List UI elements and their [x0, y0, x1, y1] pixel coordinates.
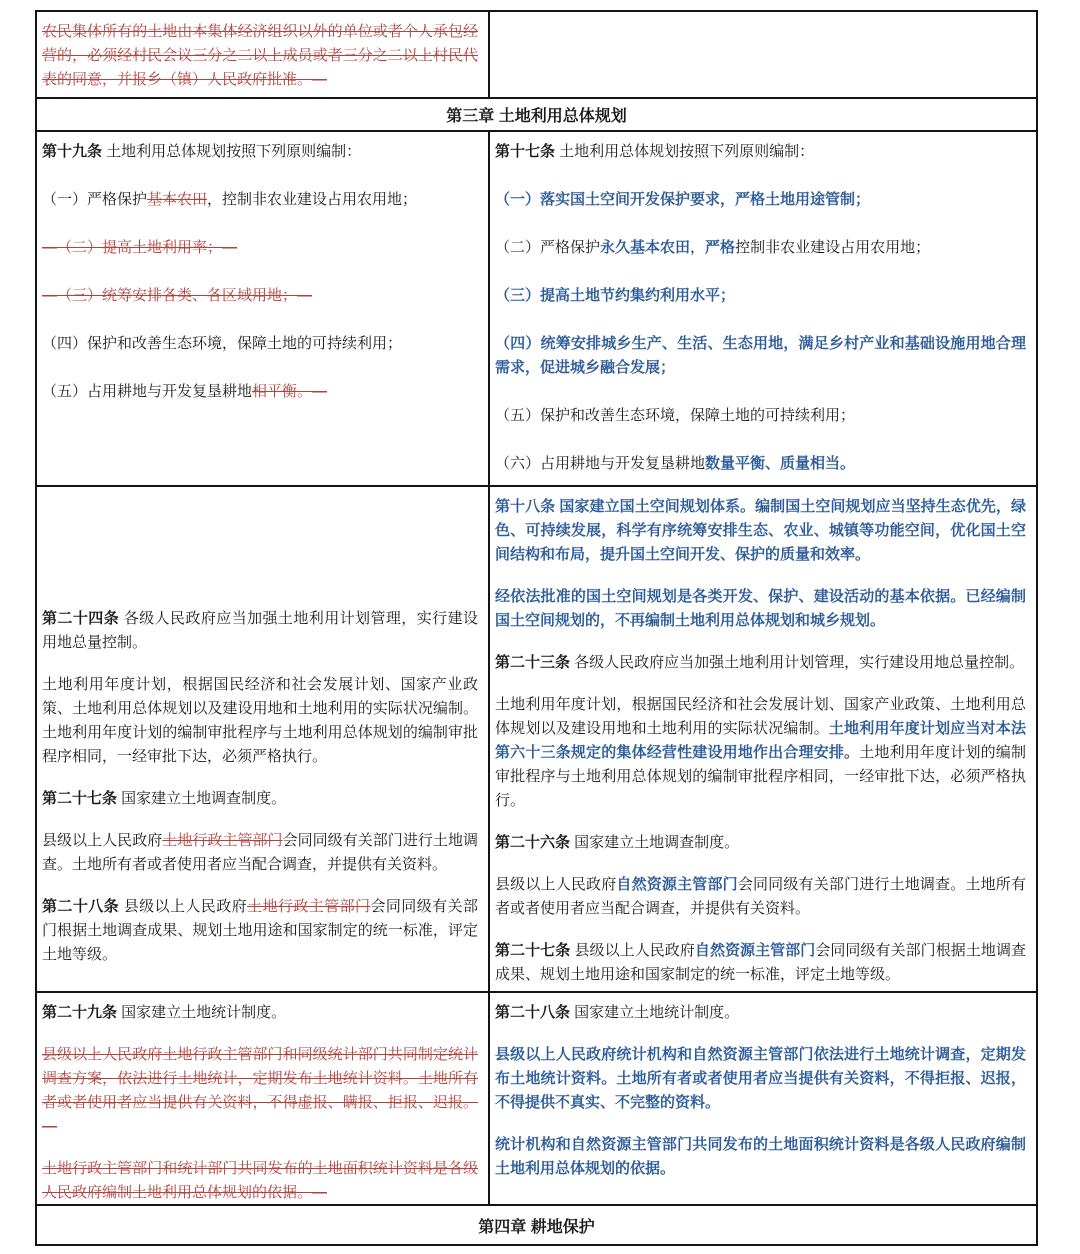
text-segment: 国家建立土地调查制度。: [574, 834, 740, 851]
text-segment: （四）保护和改善生态环境，保障土地的可持续利用；: [42, 335, 403, 352]
text-segment: ，控制非农业建设占用农用地；: [207, 191, 418, 208]
chapter-3-title: 第三章 土地利用总体规划: [446, 108, 627, 125]
table-row-plan-survey: [37, 485, 1036, 991]
text-segment: 土地利用总体规划按照下列原则编制：: [559, 143, 815, 160]
paragraph: [495, 332, 1026, 380]
table-row-principles: [37, 130, 1036, 485]
inserted-text: 第十八条 国家建立国土空间规划体系。编制国土空间规划应当坚持生态优先，绿色、可持续发展，科学有序统筹安排生态、农业、城镇等功能空间，优化国土空间结构和布局，提升国土空间开发、保护的质量和效率。: [495, 498, 1026, 563]
paragraph: [495, 939, 1026, 987]
article-number: 第二十三条: [495, 654, 575, 671]
text-segment: （五）占用耕地与开发复垦耕地: [42, 383, 253, 400]
text-segment: （二）严格保护: [495, 239, 601, 256]
inserted-text: 经依法批准的国土空间规划是各类开发、保护、建设活动的基本依据。已经编制国土空间规划的，不再编制土地利用总体规划和城乡规划。: [495, 588, 1026, 629]
paragraph: [495, 140, 1026, 164]
deleted-text: 土地行政主管部门: [247, 898, 371, 915]
article-number: 第二十八条: [495, 1004, 575, 1021]
text-segment: 县级以上人民政府: [42, 832, 163, 849]
inserted-text: （三）提高土地节约集约利用水平；: [495, 287, 736, 304]
inserted-text: 永久基本农田: [600, 239, 691, 256]
paragraph: [495, 1043, 1026, 1115]
article-number: 第二十六条: [495, 834, 575, 851]
paragraph: [42, 787, 478, 811]
paragraph: [42, 1157, 478, 1204]
deleted-text: 农民集体所有的土地由本集体经济组织以外的单位或者个人承包经营的，必须经村民会议三分之二以上成员或者三分之二以上村民代表的同意，并报乡（镇）人民政府批准。—: [42, 23, 478, 88]
paragraph: [495, 236, 1026, 260]
inserted-text: 土地利用年度计划应当对本法第六十三条规定的集体经营性建设用地作出合理安排。: [495, 720, 1026, 761]
text-segment: 国家建立土地统计制度。: [574, 1004, 740, 1021]
article-number: 第二十七条: [42, 790, 122, 807]
paragraph: [42, 1001, 478, 1025]
new-text-cell: [490, 132, 1036, 485]
deleted-text: 基本农田: [147, 191, 208, 208]
article-number: 第十九条: [42, 143, 107, 160]
text-segment: 国家建立土地统计制度。: [121, 1004, 287, 1021]
text-segment: 各级人民政府应当加强土地利用计划管理，实行建设用地总量控制。: [574, 654, 1025, 671]
deleted-text: 县级以上人民政府土地行政主管部门和同级统计部门共同制定统计调查方案，依法进行土地统计，定期发布土地统计资料。土地所有者或者使用者应当提供有关资料，不得虚报、瞒报、拒报、迟报。—: [42, 1046, 478, 1135]
deleted-text: 土地行政主管部门和统计部门共同发布的土地面积统计资料是各级人民政府编制土地利用总体规划的依据。—: [42, 1160, 478, 1201]
paragraph: [42, 673, 478, 769]
paragraph: [495, 404, 1026, 428]
paragraph: [42, 188, 478, 212]
chapter-3-header-row: [37, 97, 1036, 130]
text-segment: 县级以上人民政府: [574, 942, 695, 959]
paragraph: [495, 585, 1026, 633]
new-text-cell: [490, 12, 1036, 97]
paragraph: [42, 236, 478, 260]
new-text-cell: [490, 487, 1036, 991]
inserted-text: （一）落实国土空间开发保护要求，严格土地用途管制；: [495, 191, 871, 208]
paragraph: [42, 332, 478, 356]
inserted-text: 自然资源主管部门: [616, 876, 738, 893]
text-segment: 县级以上人民政府: [495, 876, 617, 893]
deleted-text: —（二）提高土地利用率；—: [42, 239, 238, 256]
deleted-text: 土地行政主管部门: [162, 832, 283, 849]
text-segment: 会同同级有关部门根据土地调查成果、规划土地用途和国家制定的统一标准，评定土地等级。: [495, 942, 1026, 983]
paragraph: [495, 693, 1026, 813]
old-text-cell: [37, 12, 490, 97]
inserted-text: 自然资源主管部门: [694, 942, 816, 959]
paragraph: [495, 1001, 1026, 1025]
article-number: 第二十四条: [42, 610, 124, 627]
inserted-text: 数量平衡、质量相当。: [705, 455, 856, 472]
text-segment: 县级以上人民政府: [123, 898, 248, 915]
text-segment: 会同同级有关部门进行土地调查。土地所有者或者使用者应当配合调查，并提供有关资料。: [42, 832, 478, 873]
text-segment: 各级人民政府应当加强土地利用计划管理，实行建设用地总量控制。: [42, 610, 478, 651]
text-segment: ，: [690, 239, 706, 256]
old-text-cell: [37, 132, 490, 485]
article-number: 第十七条: [495, 143, 560, 160]
paragraph: [42, 829, 478, 877]
text-segment: 控制非农业建设占用农用地；: [735, 239, 931, 256]
text-segment: （一）严格保护: [42, 191, 148, 208]
text-segment: 会同同级有关部门进行土地调查。土地所有者或者使用者应当配合调查，并提供有关资料。: [495, 876, 1026, 917]
paragraph: [42, 895, 478, 967]
paragraph: [42, 284, 478, 308]
text-segment: 会同同级有关部门根据土地调查成果、规划土地用途和国家制定的统一标准，评定土地等级。: [42, 898, 478, 963]
paragraph: [42, 1043, 478, 1139]
chapter-4-header-row: [37, 1204, 1036, 1244]
chapter-4-title: 第四章 耕地保护: [478, 1218, 595, 1236]
paragraph: [495, 831, 1026, 855]
deleted-text: 相平衡。—: [252, 383, 328, 400]
new-text-cell: [490, 993, 1036, 1204]
paragraph: [495, 1133, 1026, 1181]
deleted-text: —（三）统筹安排各类、各区域用地；—: [42, 287, 313, 304]
comparison-table: [35, 10, 1038, 1246]
article-number: 第二十八条: [42, 898, 124, 915]
table-row-contracting: [37, 12, 1036, 97]
inserted-text: 严格: [705, 239, 736, 256]
text-segment: 土地利用总体规划按照下列原则编制：: [106, 143, 362, 160]
text-segment: （五）保护和改善生态环境，保障土地的可持续利用；: [495, 407, 856, 424]
inserted-text: 统计机构和自然资源主管部门共同发布的土地面积统计资料是各级人民政府编制土地利用总体规划的依据。: [495, 1136, 1026, 1177]
inserted-text: 县级以上人民政府统计机构和自然资源主管部门依法进行土地统计调查，定期发布土地统计资料。土地所有者或者使用者应当提供有关资料，不得拒报、迟报，不得提供不真实、不完整的资料。: [495, 1046, 1026, 1111]
text-segment: 土地利用年度计划，根据国民经济和社会发展计划、国家产业政策、土地利用总体规划以及建设用地和土地利用的实际状况编制。: [495, 696, 1026, 737]
text-segment: （六）占用耕地与开发复垦耕地: [495, 455, 706, 472]
text-segment: 土地利用年度计划的编制审批程序与土地利用总体规划的编制审批程序相同，一经审批下达，必须严格执行。: [495, 744, 1026, 809]
paragraph: [495, 284, 1026, 308]
paragraph: [495, 188, 1026, 212]
old-text-cell: [37, 487, 490, 991]
paragraph: [42, 380, 478, 404]
paragraph: [495, 452, 1026, 476]
paragraph: [495, 651, 1026, 675]
paragraph: [495, 873, 1026, 921]
paragraph: [42, 20, 478, 92]
paragraph: [495, 495, 1026, 567]
text-segment: 国家建立土地调查制度。: [121, 790, 287, 807]
article-number: 第二十七条: [495, 942, 575, 959]
old-text-cell: [37, 993, 490, 1204]
text-segment: 土地利用年度计划，根据国民经济和社会发展计划、国家产业政策、土地利用总体规划以及建设用地和土地利用的实际状况编制。土地利用年度计划的编制审批程序与土地利用总体规划的编制审批程序相同，一经审批下达，必须严格执行。: [42, 676, 478, 765]
table-row-statistics: [37, 991, 1036, 1204]
inserted-text: （四）统筹安排城乡生产、生活、生态用地，满足乡村产业和基础设施用地合理需求，促进城乡融合发展；: [495, 335, 1026, 376]
paragraph: [42, 140, 478, 164]
paragraph: [42, 607, 478, 655]
article-number: 第二十九条: [42, 1004, 122, 1021]
